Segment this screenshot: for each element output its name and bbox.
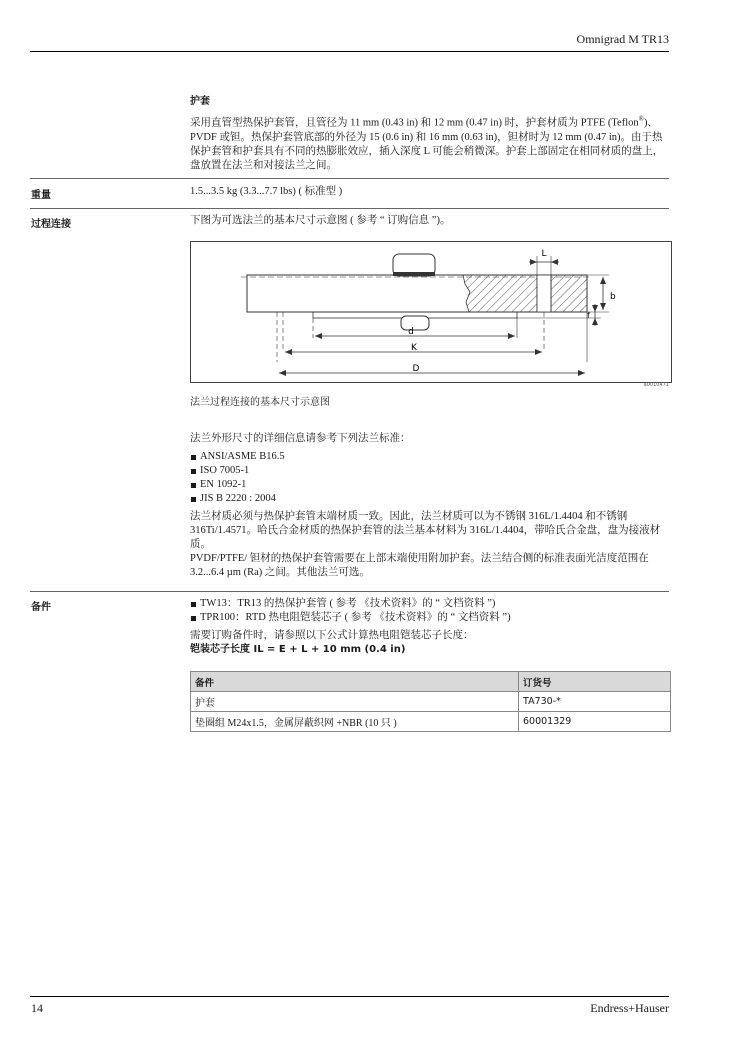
table-row xyxy=(191,692,671,712)
process-connection-intro: 下图为可选法兰的基本尺寸示意图 ( 参考 “ 订购信息 ”)。 xyxy=(190,215,451,226)
document-title: Omnigrad M TR13 xyxy=(576,32,669,46)
length-formula: 铠装芯子长度 IL = E + L + 10 mm (0.4 in) xyxy=(190,644,406,655)
label-L: L xyxy=(541,249,547,259)
section-rule-accessories xyxy=(30,591,669,592)
section-rule-process xyxy=(30,208,669,209)
label-b: b xyxy=(610,292,616,302)
accessories-list xyxy=(190,597,670,625)
table-header-row xyxy=(191,672,671,692)
pipe-top-collar xyxy=(393,272,435,276)
flange-rim-hatch xyxy=(551,275,587,312)
header-rule xyxy=(30,51,669,52)
flange-drawing xyxy=(191,242,671,382)
flange-diagram xyxy=(190,241,672,383)
column-header: 备件 xyxy=(191,672,519,692)
list-item: ISO 7005-1 xyxy=(190,464,670,478)
flange-material-text: 法兰材质必须与热保护套管末端材质一致。因此，法兰材质可以为不锈钢 316L/1.4404 和不锈钢 316Ti/1.4571。哈氏合金材质的热保护套管的法兰基本材料为 316L/1.4404，带哈氏合金盘，盘为接液材质。 xyxy=(190,511,661,550)
weight-value: 1.5...3.5 kg (3.3...7.7 lbs) ( 标准型 ) xyxy=(190,186,343,197)
spare-parts-table xyxy=(190,671,671,732)
registered-mark: ® xyxy=(638,115,644,123)
table-cell: 60001329 xyxy=(519,712,671,732)
list-item: TW13：TR13 的热保护套管 ( 参考 《技术资料》的 “ 文档资料 ”) xyxy=(190,597,670,611)
protection-heading: 护套 xyxy=(190,96,210,107)
list-item: EN 1092-1 xyxy=(190,478,670,492)
standards-list xyxy=(190,450,670,506)
table-cell: 护套 xyxy=(191,692,519,712)
pipe-bottom xyxy=(401,316,429,330)
flange-section-hatch xyxy=(463,275,537,312)
page-number: 14 xyxy=(31,1001,43,1015)
pvdf-text: PVDF/PTFE/ 钽材的热保护套管需要在上部末端使用附加护套。法兰结合侧的标准表面光洁度范围在 3.2...6.4 µm (Ra) 之间。其他法兰可选。 xyxy=(190,553,649,578)
label-K: K xyxy=(411,343,417,353)
bolt-hole xyxy=(537,275,551,312)
list-item: JIS B 2220 : 2004 xyxy=(190,492,670,506)
process-connection-label: 过程连接 xyxy=(31,219,71,230)
label-f: f xyxy=(587,311,590,320)
protection-text-b: )、PVDF 或钽。热保护套管底部的外径为 15 (0.6 in) 和 16 mm (0.63 in)，钽材时为 12 mm (0.47 in)。由于热保护套管和护套具有不同的热膨胀效应，插入深度 L 可能会稍微深。护套上部固定在相同材质的盘上，盘放置在法兰和对接法兰之间。 xyxy=(190,117,664,171)
column-header: 订货号 xyxy=(519,672,671,692)
footer-rule xyxy=(30,996,669,997)
protection-text xyxy=(190,112,670,173)
flange-standards xyxy=(190,432,670,580)
section-rule-weight xyxy=(30,178,669,179)
table-cell: 垫圈组 M24x1.5，金属屏蔽织网 +NBR (10 只 ) xyxy=(191,712,519,732)
table-cell: TA730-* xyxy=(519,692,671,712)
brand-name: Endress+Hauser xyxy=(590,1001,669,1015)
list-item: TPR100：RTD 热电阻铠装芯子 ( 参考 《技术资料》的 “ 文档资料 ”) xyxy=(190,611,670,625)
order-note: 需要订购备件时，请参照以下公式计算热电阻铠装芯子长度： xyxy=(190,630,474,641)
standards-intro: 法兰外形尺寸的详细信息请参考下列法兰标准： xyxy=(190,433,411,444)
label-d: d xyxy=(408,327,414,337)
accessories-label: 备件 xyxy=(31,602,51,613)
table-row xyxy=(191,712,671,732)
accessories-section xyxy=(190,597,670,657)
weight-label: 重量 xyxy=(31,190,51,201)
protection-text-a: 采用直管型热保护套管，且管径为 11 mm (0.43 in) 和 12 mm (0.47 in) 时，护套材质为 PTFE (Teflon xyxy=(190,117,639,129)
figure-caption: 法兰过程连接的基本尺寸示意图 xyxy=(190,397,330,408)
list-item: ANSI/ASME B16.5 xyxy=(190,450,670,464)
protection-section xyxy=(190,95,670,173)
label-D: D xyxy=(412,364,420,374)
figure-code: a0010471 xyxy=(643,382,669,388)
